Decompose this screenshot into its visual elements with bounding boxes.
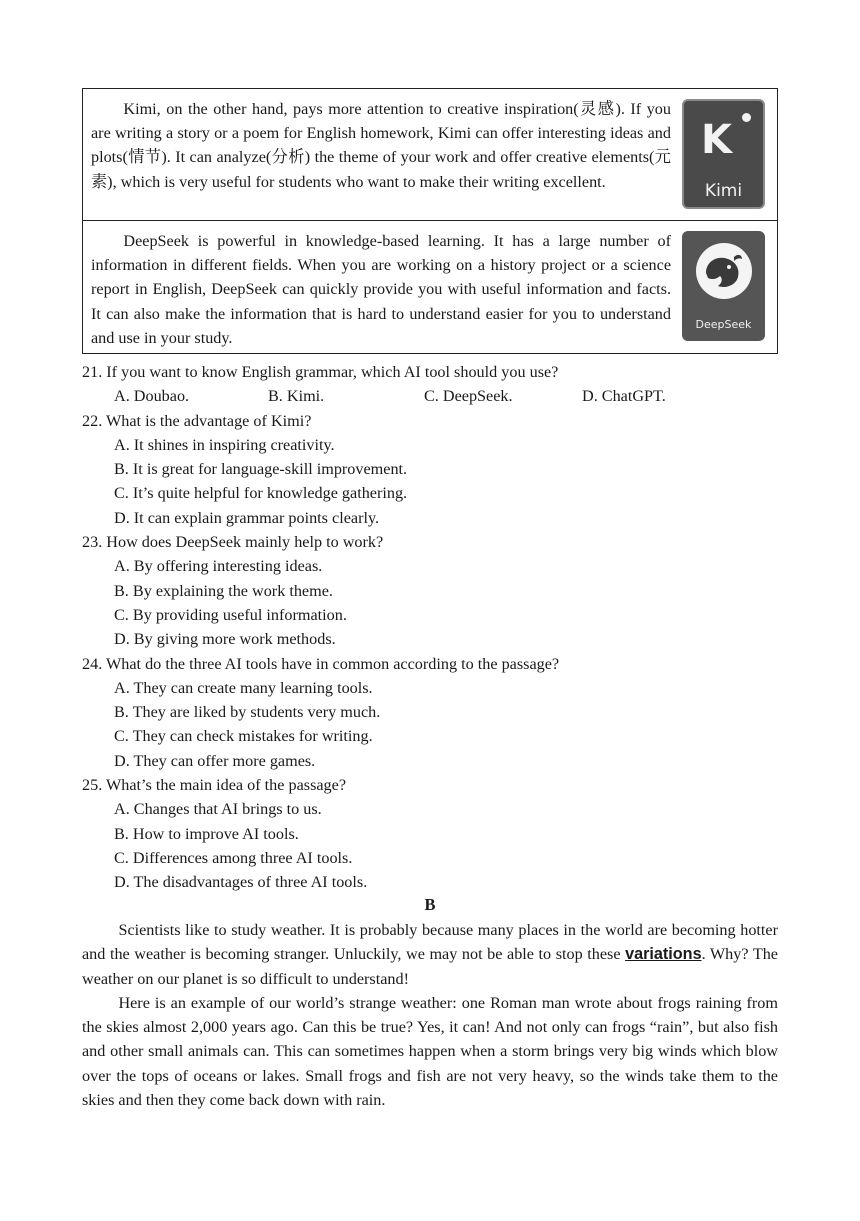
reading-passage-b [82,918,778,1112]
option-a: A. Changes that AI brings to us. [114,800,322,819]
paragraph-1-end: . Why? The weather on our planet is so difficult to understand! [82,945,778,988]
option-c: C. DeepSeek. [424,387,513,406]
whale-icon [696,243,752,299]
question-22 [82,409,782,530]
option-a: A. Doubao. [114,387,190,406]
option-b: B. They are liked by students very much. [114,703,381,722]
option-b: B. By explaining the work theme. [114,581,333,600]
option-b: B. It is great for language-skill improvement. [114,460,408,479]
question-24 [82,652,782,773]
kimi-k-icon: K [701,117,730,163]
deepseek-logo [682,231,765,341]
option-d: D. They can offer more games. [114,751,316,770]
kimi-dot-icon [742,113,751,122]
option-b: B. How to improve AI tools. [114,824,299,843]
kimi-row [83,89,777,221]
deepseek-row [83,221,777,353]
question-25 [82,773,782,894]
options-row [82,384,782,408]
option-c: C. Differences among three AI tools. [114,848,353,867]
paragraph-2: Here is an example of our world’s strange weather: one Roman man wrote about frogs raining from the skies almost 2,000 years ago. Can this be true? Yes, it can! And not only can frogs “rain”, but also fish and other small animals can. This can sometimes happen when a storm brings very big winds which blow over the tops of oceans or lakes. Small frogs and fish are not very heavy, so the winds take them to the skies and then they come back down with rain. [82,993,778,1110]
deepseek-description: DeepSeek is powerful in knowledge-based learning. It has a large number of information in different fields. When you are working on a history project or a science report in English, DeepSeek can quickly provide you with useful information and facts. It can also make the information that is hard to understand easier for you to understand and use in your study. [91,232,671,347]
option-a: A. By offering interesting ideas. [114,557,323,576]
question-23 [82,530,782,651]
kimi-logo [682,99,765,209]
question-stem: 24. What do the three AI tools have in common according to the passage? [82,654,560,673]
option-b: B. Kimi. [268,387,325,406]
option-d: D. It can explain grammar points clearly. [114,508,380,527]
option-a: A. It shines in inspiring creativity. [114,435,335,454]
question-stem: 22. What is the advantage of Kimi? [82,411,312,430]
ai-tools-table [82,88,778,354]
question-stem: 21. If you want to know English grammar, which AI tool should you use? [82,363,559,381]
paragraph-1 [82,918,778,991]
option-d: D. By giving more work methods. [114,630,336,649]
option-c: C. By providing useful information. [114,605,347,624]
question-list [82,360,782,895]
kimi-logo-label: Kimi [704,181,743,201]
question-21 [82,360,782,409]
option-d: D. The disadvantages of three AI tools. [114,873,368,892]
question-stem: 25. What’s the main idea of the passage? [82,776,347,795]
deepseek-logo-label: DeepSeek [695,318,752,331]
question-stem: 23. How does DeepSeek mainly help to work? [82,533,384,552]
section-heading: B [424,895,436,914]
option-c: C. It’s quite helpful for knowledge gathering. [114,484,408,503]
paragraph-1-start: Scientists like to study weather. It is probably because many places in the world are becoming hotter and the weather is becoming stranger. Unluckily, we may not be able to stop these [82,921,778,964]
keyword-variations: variations [625,945,702,964]
option-d: D. ChatGPT. [582,387,666,406]
option-c: C. They can check mistakes for writing. [114,727,373,746]
kimi-description: Kimi, on the other hand, pays more attention to creative inspiration(灵感). If you are writing a story or a poem for English homework, Kimi can offer interesting ideas and plots(情节). It can analyze(分析) the theme of your work and offer creative elements(元素), which is very useful for students who want to make their writing excellent. [91,100,671,191]
option-a: A. They can create many learning tools. [114,678,373,697]
